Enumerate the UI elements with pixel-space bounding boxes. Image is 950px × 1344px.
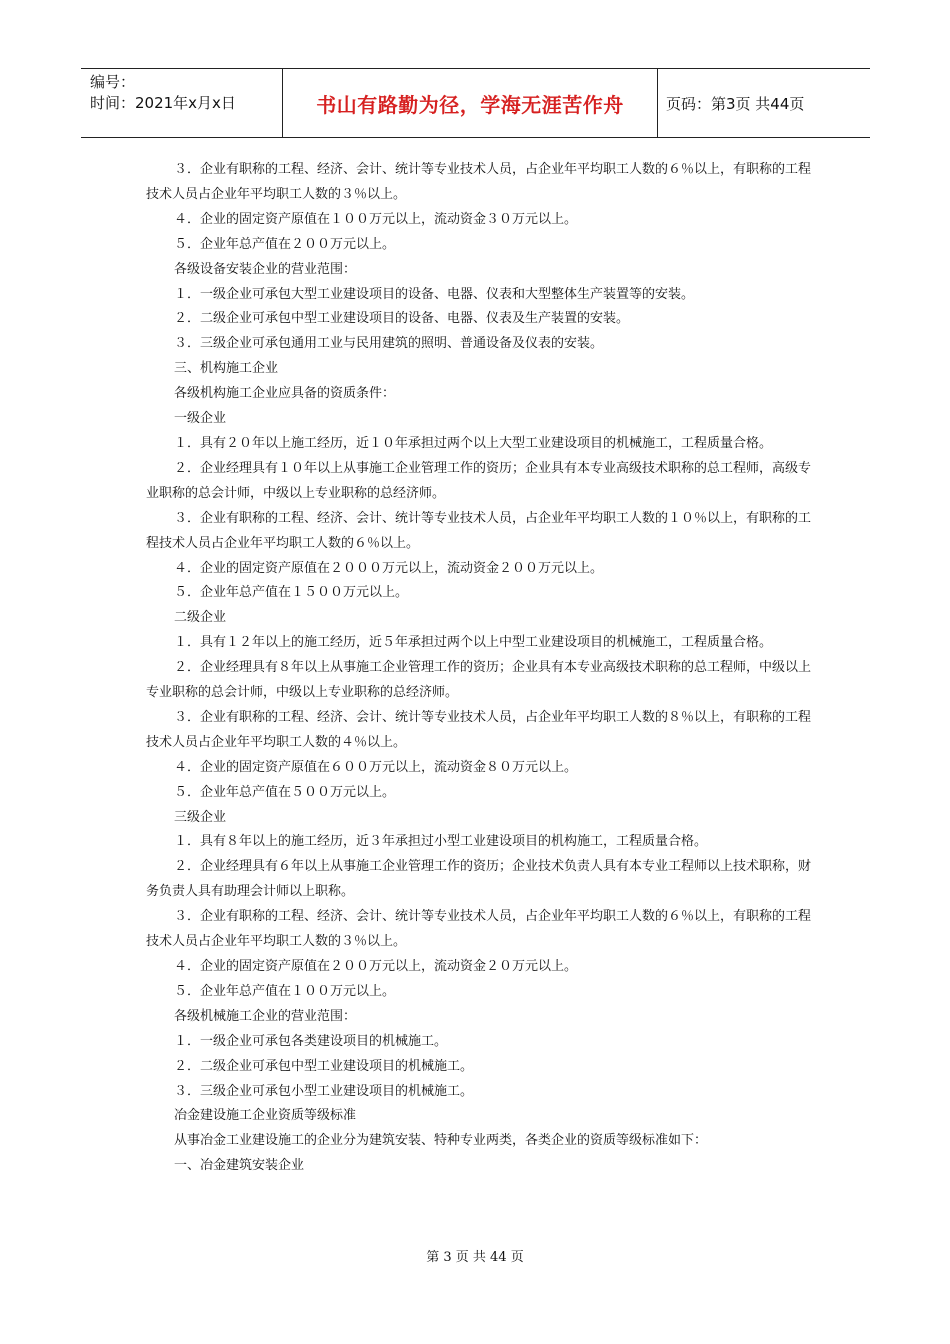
body-paragraph: ４．企业的固定资产原值在６００万元以上，流动资金８０万元以上。	[174, 759, 578, 775]
body-paragraph: １．具有１２年以上的施工经历，近５年承担过两个以上中型工业建设项目的机械施工，工程质量合格。	[174, 635, 773, 651]
body-paragraph: ４．企业的固定资产原值在１００万元以上，流动资金３０万元以上。	[174, 211, 578, 227]
body-paragraph: ２．二级企业可承包中型工业建设项目的机械施工。	[174, 1058, 474, 1074]
body-paragraph: １．具有８年以上的施工经历，近３年承担过小型工业建设项目的机构施工，工程质量合格。	[174, 834, 708, 850]
body-paragraph: ５．企业年总产值在５００万元以上。	[174, 784, 396, 800]
page-footer	[0, 1246, 950, 1265]
body-paragraph: 各级设备安装企业的营业范围：	[174, 261, 357, 277]
body-paragraph: 各级机械施工企业的营业范围：	[174, 1008, 357, 1024]
subsection-heading: 三级企业	[174, 809, 227, 825]
body-paragraph: ３．企业有职称的工程、经济、会计、统计等专业技术人员，占企业年平均职工人数的８％以上，有职称的工程技术人员占企业年平均职工人数的４％以上。	[146, 709, 812, 750]
body-paragraph: ５．企业年总产值在２００万元以上。	[174, 236, 396, 252]
body-paragraph: ２．企业经理具有１０年以上从事施工企业管理工作的资历；企业具有本专业高级技术职称的总工程师，高级专业职称的总会计师，中级以上专业职称的总经济师。	[146, 460, 812, 501]
header-motto-cell	[283, 69, 658, 137]
section-heading: 冶金建设施工企业资质等级标准	[174, 1108, 357, 1124]
body-paragraph: ５．企业年总产值在１００万元以上。	[174, 983, 396, 999]
footer-page-number: 第 3 页 共 44 页	[426, 1250, 524, 1265]
body-paragraph: ２．企业经理具有８年以上从事施工企业管理工作的资历；企业具有本专业高级技术职称的总工程师，中级以上专业职称的总会计师，中级以上专业职称的总经济师。	[146, 660, 812, 701]
subsection-heading: 一级企业	[174, 411, 227, 427]
body-paragraph: ３．企业有职称的工程、经济、会计、统计等专业技术人员，占企业年平均职工人数的１０％以上，有职称的工程技术人员占企业年平均职工人数的６％以上。	[146, 510, 812, 551]
header-page-cell	[658, 69, 870, 137]
body-paragraph: １．具有２０年以上施工经历，近１０年承担过两个以上大型工业建设项目的机械施工，工程质量合格。	[174, 435, 773, 451]
body-paragraph: １．一级企业可承包各类建设项目的机械施工。	[174, 1033, 448, 1049]
document-number-label: 编号：	[90, 73, 136, 91]
header-meta-cell	[81, 69, 283, 137]
body-paragraph: 各级机构施工企业应具备的资质条件：	[174, 386, 396, 402]
header-motto: 书山有路勤为径，学海无涯苦作舟	[316, 92, 624, 117]
body-paragraph: ５．企业年总产值在１５００万元以上。	[174, 585, 409, 601]
document-date-label: 时间：2021年x月x日	[90, 94, 236, 112]
body-paragraph: ２．企业经理具有６年以上从事施工企业管理工作的资历；企业技术负责人具有本专业工程师以上技术职称，财务负责人具有助理会计师以上职称。	[146, 859, 812, 900]
body-paragraph: ３．三级企业可承包小型工业建设项目的机械施工。	[174, 1083, 474, 1099]
body-paragraph: ３．三级企业可承包通用工业与民用建筑的照明、普通设备及仪表的安装。	[174, 336, 604, 352]
section-heading: 一、冶金建筑安装企业	[174, 1158, 305, 1174]
body-paragraph: ２．二级企业可承包中型工业建设项目的设备、电器、仪表及生产装置的安装。	[174, 311, 630, 327]
subsection-heading: 二级企业	[174, 610, 227, 626]
section-heading: 三、机构施工企业	[174, 361, 279, 377]
body-paragraph: ４．企业的固定资产原值在２０００万元以上，流动资金２００万元以上。	[174, 560, 604, 576]
body-paragraph: １．一级企业可承包大型工业建设项目的设备、电器、仪表和大型整体生产装置等的安装。	[174, 286, 695, 302]
body-paragraph: 从事冶金工业建设施工的企业分为建筑安装、特种专业两类，各类企业的资质等级标准如下：	[174, 1133, 708, 1149]
document-header	[81, 68, 870, 138]
body-paragraph: ３．企业有职称的工程、经济、会计、统计等专业技术人员，占企业年平均职工人数的６％以上，有职称的工程技术人员占企业年平均职工人数的３％以上。	[146, 909, 812, 950]
header-page-label: 页码：第3页 共44页	[666, 94, 805, 113]
body-paragraph: ３．企业有职称的工程、经济、会计、统计等专业技术人员，占企业年平均职工人数的６％以上，有职称的工程技术人员占企业年平均职工人数的３％以上。	[146, 162, 812, 202]
document-body	[146, 158, 814, 1179]
body-paragraph: ４．企业的固定资产原值在２００万元以上，流动资金２０万元以上。	[174, 959, 578, 974]
